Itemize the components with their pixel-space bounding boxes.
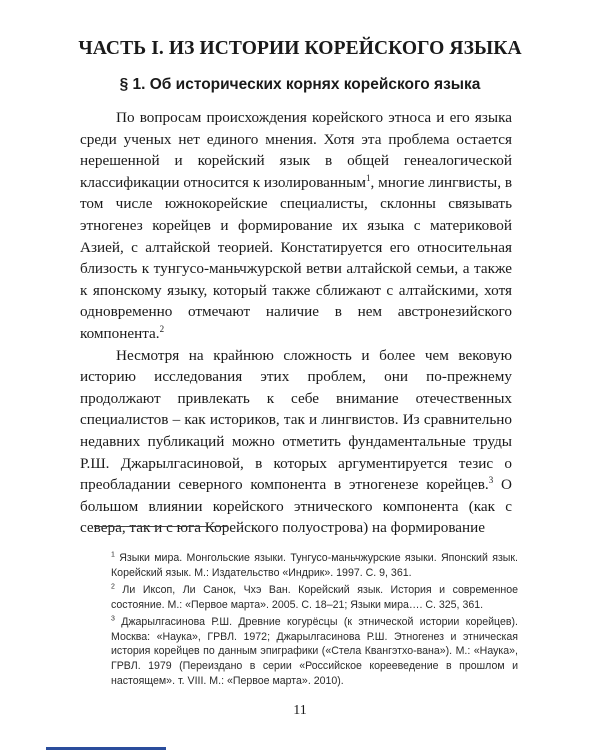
section-title: § 1. Об исторических корнях корейского языка — [119, 76, 481, 93]
footnote-text: Джарылгасинова Р.Ш. Древние когурёсцы (к этнической истории корейцев). Москва: «Наука», ГРВЛ. 1972; Джарылгасинова Р.Ш. Этногенез и этническая история корейцев по данным эпиграфики («Стела Квангэтхо-вана»). М.: «Наука», ГРВЛ. 1979 (Переиздано в серии «Российское корееведение в прошлом и настоящем». т. VIII. М.: «Первое марта». 2010). — [111, 615, 518, 688]
footnote-number: 1 — [111, 551, 115, 559]
paragraph-2-text-b: О большом влиянии корейского этнического компонента (как с севера, так и с юга Корейского полуострова) на формирование — [80, 476, 512, 537]
footnote-ref-1: 1 — [365, 172, 371, 183]
page-number: 11 — [293, 703, 307, 718]
chapter-title: ЧАСТЬ I. ИЗ ИСТОРИИ КОРЕЙСКОГО ЯЗЫКА — [78, 38, 522, 59]
footnote-text: Языки мира. Монгольские языки. Тунгусо-маньчжурские языки. Японский язык. Корейский язык. М.: Издательство «Индрик». 1997. С. 9, 361. — [111, 552, 518, 579]
paragraph-2 — [80, 345, 512, 539]
footnote-number: 2 — [111, 583, 115, 591]
footnote-ref-2: 2 — [159, 323, 165, 334]
footnote-ref-3: 3 — [488, 475, 494, 486]
footnote-number: 3 — [111, 615, 115, 623]
footnote-3 — [111, 615, 518, 690]
footnote-separator — [94, 526, 228, 527]
paragraph-1 — [80, 107, 512, 345]
footnote-1 — [111, 551, 518, 581]
paragraph-1-text-b: , многие лингвисты, в том числе южнокорейские специалисты, склонны связывать этногенез корейцев и формирование их языка с материковой Азией, с алтайской теорией. Констатируется его относительная близость к тунгусо-маньчжурской ветви алтайской семьи, а также к японскому языку, который также сближают с алтайскими, хотя одновременно отмечают наличие в нем австронезийского компонента. — [80, 173, 513, 342]
body-text — [80, 107, 512, 539]
footnote-2 — [111, 583, 518, 613]
paragraph-2-text-a: Несмотря на крайнюю сложность и более чем вековую историю исследования этих проблем, они по-прежнему продолжают привлекать к себе внимание отечественных специалистов – как историков, так и лингвистов. Из сравнительно недавних публикаций можно отметить фундаментальные труды Р.Ш. Джарылгасиновой, в которых аргументируется тезис о преобладании северного компонента в этногенезе корейцев. — [80, 346, 512, 494]
footnotes — [111, 551, 518, 691]
footnote-text: Ли Иксоп, Ли Санок, Чхэ Ван. Корейский язык. История и современное состояние. М.: «Первое марта». 2005. С. 18–21; Языки мира…. С. 325, 361. — [111, 583, 518, 611]
paragraph-1-text-a: По вопросам происхождения корейского этноса и его языка среди ученых нет единого мнения. Хотя эта проблема остается нерешенной и корейский язык в общей генеалогической классификации относится к изолированным — [80, 109, 512, 191]
